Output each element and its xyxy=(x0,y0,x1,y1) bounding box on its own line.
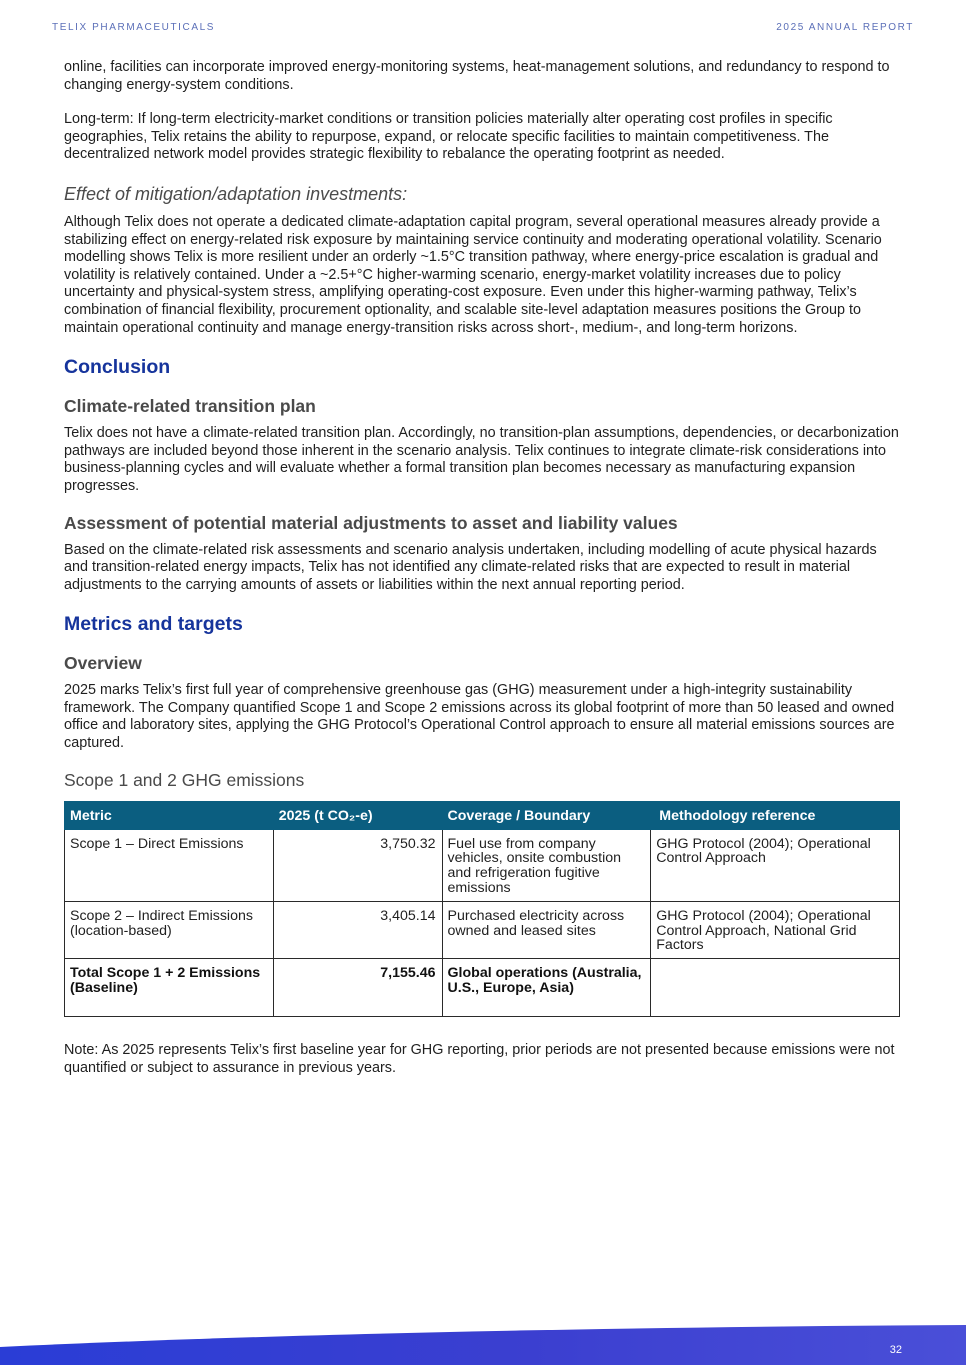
table-row xyxy=(65,829,900,901)
scope-emissions-heading: Scope 1 and 2 GHG emissions xyxy=(64,769,305,790)
table-header-row xyxy=(65,801,900,829)
transition-plan-paragraph: Telix does not have a climate-related transition plan. Accordingly, no transition-plan assumptions, dependencies, or decarbonization pathways are included beyond those inherent in the scenario analysis. Telix continues to integrate climate-risk considerations into business-planning cycles and will evaluate whether a formal transition plan becomes necessary as manufacturing expansion progresses. xyxy=(64,425,899,494)
page-content xyxy=(64,59,904,1077)
cell-coverage: Fuel use from company vehicles, onsite combustion and refrigeration fugitive emissions xyxy=(442,829,651,901)
ghg-note-paragraph: Note: As 2025 represents Telix’s first baseline year for GHG reporting, prior periods are not presented because emissions were not quantified or subject to assurance in previous years. xyxy=(64,1042,895,1076)
col-header-2025-value: 2025 (t CO₂-e) xyxy=(273,801,442,829)
overview-paragraph: 2025 marks Telix’s first full year of comprehensive greenhouse gas (GHG) measurement under a high-integrity sustainability framework. The Company quantified Scope 1 and Scope 2 emissions across its global footprint of more than 50 leased and owned office and laboratory sites, applying the GHG Protocol’s Operational Control approach to ensure all material emissions sources are captured. xyxy=(64,682,895,752)
mitigation-paragraph: Although Telix does not operate a dedicated climate-adaptation capital program, several operational measures already provide a stabilizing effect on energy-related risk exposure by maintaining service continuity and moderating operational volatility. Scenario modelling shows Telix is more resilient under an orderly ~1.5°C transition pathway, where energy-price escalation is gradual and volatility is relatively contained. Under a ~2.5+°C higher-warming scenario, energy-market volatility increases due to policy uncertainty and physical-system stress, amplifying operating-cost exposure. Even under this higher-warming pathway, Telix’s combination of financial flexibility, procurement optionality, and scalable site-level adaptation measures positions the Group to maintain operational continuity and manage energy-transition risks across short-, medium-, and long-term horizons. xyxy=(64,213,882,336)
table-row-total xyxy=(65,959,900,1017)
assessment-paragraph: Based on the climate-related risk assessments and scenario analysis undertaken, including modelling of acute physical hazards and transition-related energy impacts, Telix has not identified any climate-related risks that are expected to result in material adjustments to the carrying amounts of assets or liabilities within the next annual reporting period. xyxy=(64,541,877,593)
cell-value: 7,155.46 xyxy=(273,959,442,1017)
cell-metric: Scope 2 – Indirect Emissions (location-based) xyxy=(65,901,274,958)
cell-methodology: GHG Protocol (2004); Operational Control Approach xyxy=(651,829,900,901)
intro-paragraph-2: Long-term: If long-term electricity-market conditions or transition policies materially alter operating cost profiles in specific geographies, Telix retains the ability to repurpose, expand, or relocate specific facilities to maintain competitiveness. The decentralized network model provides strategic flexibility to rebalance the operating footprint as needed. xyxy=(64,111,833,163)
page-number: 32 xyxy=(889,1344,902,1356)
col-header-metric: Metric xyxy=(65,801,274,829)
cell-methodology xyxy=(651,959,900,1017)
transition-plan-heading: Climate-related transition plan xyxy=(64,396,316,417)
assessment-heading: Assessment of potential material adjustments to asset and liability values xyxy=(64,512,678,533)
ghg-emissions-table xyxy=(64,801,900,1018)
header-company: TELIX PHARMACEUTICALS xyxy=(52,22,216,33)
cell-coverage: Global operations (Australia, U.S., Europe, Asia) xyxy=(442,959,651,1017)
col-header-coverage: Coverage / Boundary xyxy=(442,801,651,829)
cell-metric: Total Scope 1 + 2 Emissions (Baseline) xyxy=(65,959,274,1017)
footer-wave-banner xyxy=(0,1325,966,1365)
table-row xyxy=(65,901,900,958)
cell-value: 3,750.32 xyxy=(273,829,442,901)
cell-metric: Scope 1 – Direct Emissions xyxy=(65,829,274,901)
header-report-title: 2025 ANNUAL REPORT xyxy=(776,22,914,33)
metrics-heading: Metrics and targets xyxy=(64,613,243,636)
cell-coverage: Purchased electricity across owned and leased sites xyxy=(442,901,651,958)
cell-value: 3,405.14 xyxy=(273,901,442,958)
overview-heading: Overview xyxy=(64,653,142,674)
intro-paragraph-1: online, facilities can incorporate improved energy-monitoring systems, heat-management solutions, and redundancy to respond to changing energy-system conditions. xyxy=(64,59,890,93)
cell-methodology: GHG Protocol (2004); Operational Control Approach, National Grid Factors xyxy=(651,901,900,958)
conclusion-heading: Conclusion xyxy=(64,356,171,379)
col-header-methodology: Methodology reference xyxy=(651,801,900,829)
mitigation-heading: Effect of mitigation/adaptation investments: xyxy=(64,183,408,204)
